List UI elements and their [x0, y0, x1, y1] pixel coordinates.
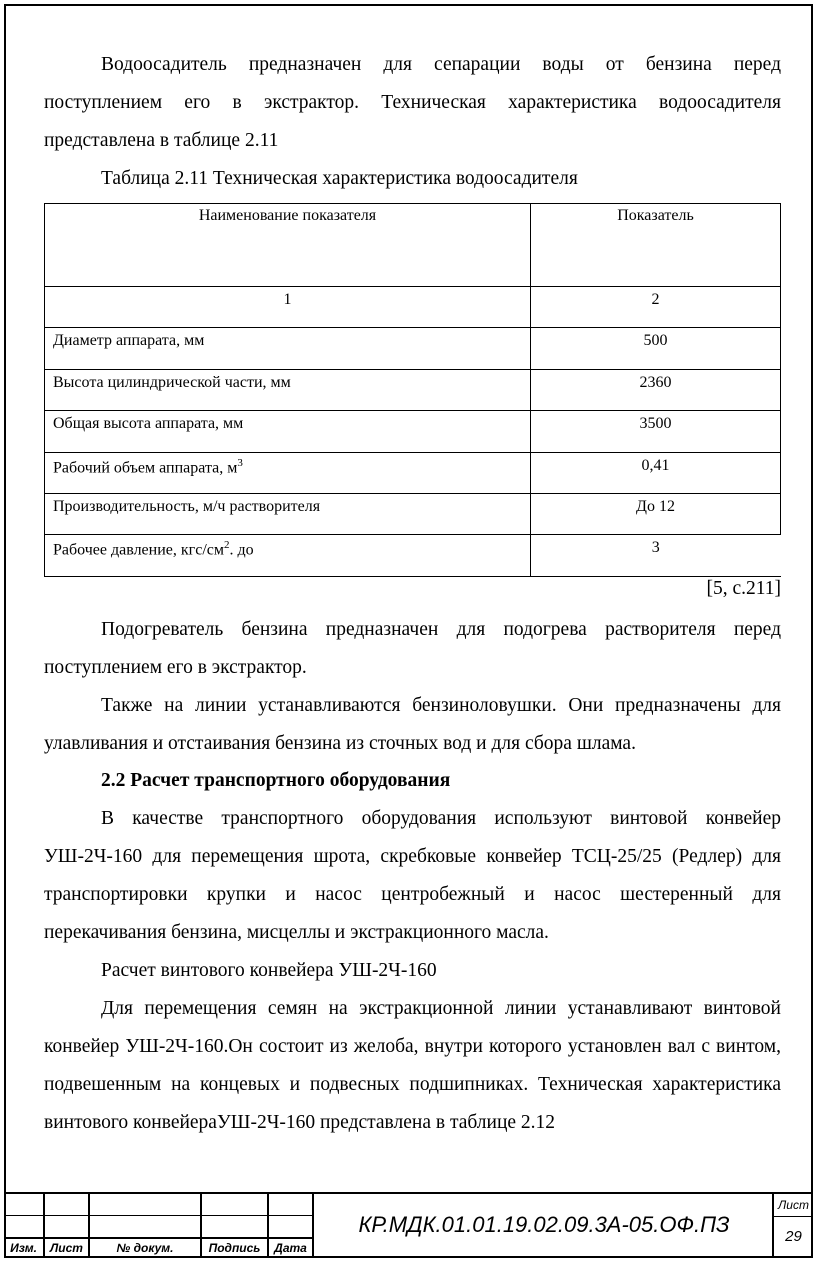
spec-table [44, 203, 781, 577]
table-row [45, 535, 781, 576]
stamp-row-line [4, 1215, 312, 1216]
stamp-row-line [4, 1237, 312, 1239]
table-row [45, 328, 781, 369]
row-name: Высота цилиндрической части, мм [45, 369, 531, 410]
table-row [45, 369, 781, 410]
row-value: 500 [531, 328, 781, 369]
row-name-cell [45, 535, 531, 576]
table-caption: Таблица 2.11 Техническая характеристика водоосадителя [101, 168, 578, 189]
header-cell-value: Показатель [531, 204, 781, 287]
table-column-numbers-row [45, 287, 781, 328]
row-name: Рабочий объем аппарата, м [53, 458, 238, 476]
source-reference: [5, с.211] [706, 578, 781, 599]
stamp-label-doc-number: № докум. [116, 1241, 174, 1255]
sheet-label: Лист [778, 1198, 809, 1212]
table-row [45, 493, 781, 534]
row-value: 0,41 [531, 452, 781, 493]
stamp-label-sheet: Лист [50, 1241, 83, 1255]
row-name: Общая высота аппарата, мм [45, 411, 531, 452]
stamp-label-signature: Подпись [208, 1241, 261, 1255]
stamp-label-change: Изм. [10, 1241, 37, 1255]
column-number-1: 1 [45, 287, 531, 328]
row-name: Диаметр аппарата, мм [45, 328, 531, 369]
header-cell-name: Наименование показателя [45, 204, 531, 287]
table-header-row [45, 204, 781, 287]
row-name-suffix: . до [229, 541, 254, 559]
stamp-label-date: Дата [274, 1241, 307, 1255]
paragraph-gasoline-heater: Подогреватель бензина предназначен для подогрева растворителя перед поступлением его в экстрактор. [44, 619, 781, 678]
row-value: 3 [531, 535, 781, 576]
row-name-superscript: 3 [237, 456, 243, 469]
title-block [4, 1192, 813, 1258]
stamp-row-line [772, 1216, 813, 1217]
row-name-cell [45, 452, 531, 493]
stamp-divider [312, 1194, 314, 1258]
paragraph-screw-conveyor: Для перемещения семян на экстракционной линии устанавливают винтовой конвейер УШ-2Ч-160.Он состоит из желоба, внутри которого установлен вал с винтом, подвешенным на концевых и подвесных подшипниках. Техническая характеристика винтового конвейераУШ-2Ч-160 представлена в таблице 2.12 [44, 998, 781, 1133]
paragraph-gasoline-traps: Также на линии устанавливаются бензиноловушки. Они предназначены для улавливания и отстаивания бензина из сточных вод и для сбора шлама. [44, 695, 781, 754]
row-value: 2360 [531, 369, 781, 410]
sheet-number: 29 [785, 1228, 802, 1245]
row-value: До 12 [531, 493, 781, 534]
section-heading: 2.2 Расчет транспортного оборудования [101, 770, 451, 791]
row-value: 3500 [531, 411, 781, 452]
paragraph-transport-equipment: В качестве транспортного оборудования используют винтовой конвейер УШ-2Ч-160 для перемещения шрота, скребковые конвейер ТСЦ-25/25 (Редлер) для транспортировки крупки и насос центробежный и насос шестеренный для перекачивания бензина, мисцеллы и экстракционного масла. [44, 808, 781, 943]
column-number-2: 2 [531, 287, 781, 328]
row-name-superscript: 2 [223, 539, 230, 552]
row-name: Производительность, м/ч растворителя [45, 493, 531, 534]
row-name: Рабочее давление, кгс/см [53, 541, 224, 559]
document-number: КР.МДК.01.01.19.02.09.3А-05.ОФ.ПЗ [358, 1212, 730, 1237]
table-row [45, 411, 781, 452]
paragraph-water-separator: Водоосадитель предназначен для сепарации воды от бензина перед поступлением его в экстрактор. Техническая характеристика водоосадителя представлена в таблице 2.11 [44, 54, 781, 151]
table-row [45, 452, 781, 493]
paragraph-screw-conveyor-title: Расчет винтового конвейера УШ-2Ч-160 [101, 960, 437, 981]
